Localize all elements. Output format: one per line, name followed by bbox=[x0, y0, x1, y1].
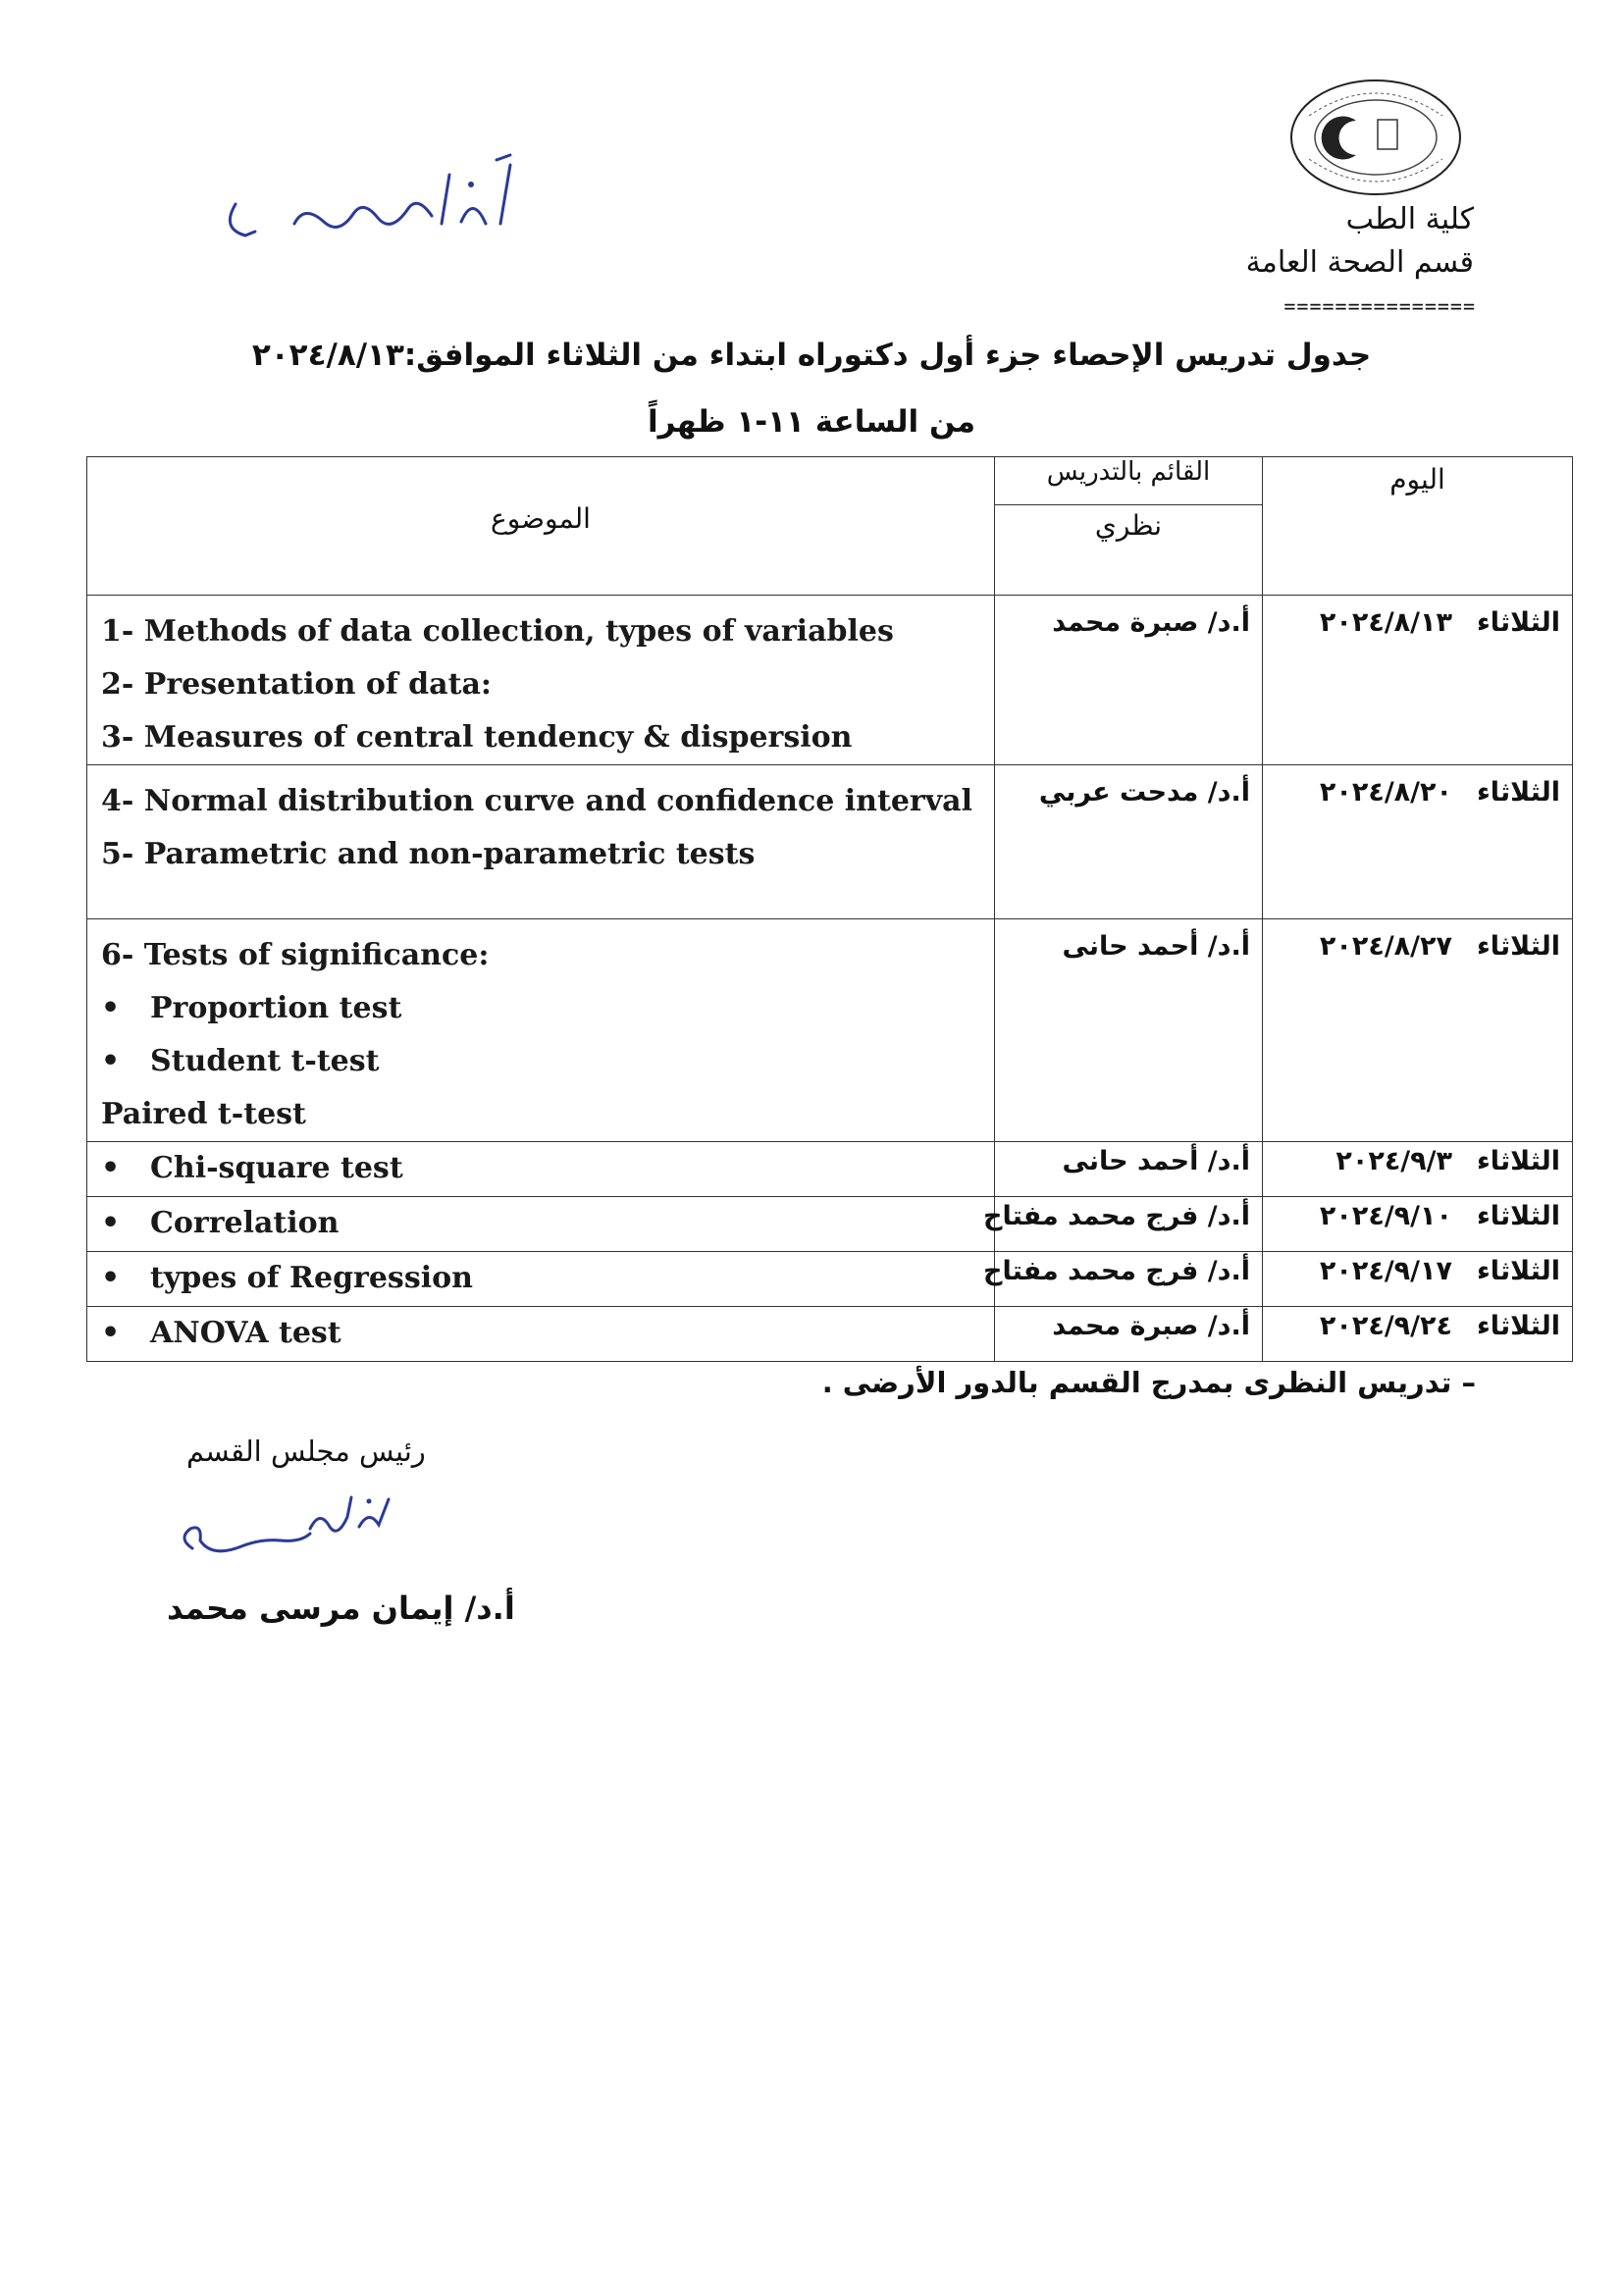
department-head-name: أ.د/ إيمان مرسى محمد bbox=[167, 1590, 515, 1627]
day-name: الثلاثاء bbox=[1477, 607, 1560, 638]
topic-line: 1- Methods of data collection, types of variables bbox=[101, 614, 894, 649]
handwritten-signature bbox=[173, 1480, 428, 1588]
topic-bullet-item: • Chi-square test bbox=[101, 1142, 980, 1195]
table-row bbox=[87, 1142, 1573, 1197]
date: ٢٠٢٤/٩/٢٤ bbox=[1319, 1311, 1452, 1341]
date: ٢٠٢٤/٩/١٠ bbox=[1319, 1201, 1452, 1231]
instructor-cell: أ.د/ أحمد حانى bbox=[995, 919, 1263, 1142]
day-cell bbox=[1263, 1252, 1573, 1307]
day-cell bbox=[1263, 596, 1573, 765]
day-name: الثلاثاء bbox=[1477, 931, 1560, 962]
topic-cell bbox=[87, 596, 995, 765]
topic-cell bbox=[87, 1307, 995, 1362]
day-name: الثلاثاء bbox=[1477, 1256, 1560, 1286]
date: ٢٠٢٤/٩/١٧ bbox=[1319, 1256, 1452, 1286]
header-divider: =============== bbox=[1283, 294, 1476, 318]
date: ٢٠٢٤/٨/٢٧ bbox=[1319, 931, 1452, 962]
instructor-cell: أ.د/ فرج محمد مفتاح bbox=[995, 1197, 1263, 1252]
topic-cell bbox=[87, 765, 995, 919]
day-cell bbox=[1263, 1142, 1573, 1197]
topic-line: 3- Measures of central tendency & dispersion bbox=[101, 720, 853, 755]
day-cell bbox=[1263, 1307, 1573, 1362]
location-note: – تدريس النظرى بمدرج القسم بالدور الأرضى . bbox=[821, 1366, 1476, 1399]
topic-bullet-item: • Student t-test bbox=[101, 1035, 980, 1088]
day-name: الثلاثاء bbox=[1477, 1311, 1560, 1341]
bullet-icon: • bbox=[101, 1316, 121, 1350]
table-row bbox=[87, 596, 1573, 765]
table-row bbox=[87, 1252, 1573, 1307]
day-name: الثلاثاء bbox=[1477, 1201, 1560, 1231]
schedule-title: جدول تدريس الإحصاء جزء أول دكتوراه ابتداء من الثلاثاء الموافق:٢٠٢٤/٨/١٣ bbox=[251, 338, 1372, 373]
topic-bullet-item: • Correlation bbox=[101, 1197, 980, 1250]
header-day: اليوم bbox=[1263, 457, 1573, 596]
table-row bbox=[87, 919, 1573, 1142]
instructor-cell: أ.د/ فرج محمد مفتاح bbox=[995, 1252, 1263, 1307]
bullet-icon: • bbox=[101, 1206, 121, 1240]
instructor-cell: أ.د/ صبرة محمد bbox=[995, 596, 1263, 765]
bullet-icon: • bbox=[101, 1261, 121, 1295]
day-name: الثلاثاء bbox=[1477, 1146, 1560, 1176]
topic-cell bbox=[87, 919, 995, 1142]
table-row bbox=[87, 1307, 1573, 1362]
topic-bullet-item: • types of Regression bbox=[101, 1252, 980, 1305]
day-name: الثلاثاء bbox=[1477, 777, 1560, 808]
topic-bullet-item: • ANOVA test bbox=[101, 1307, 980, 1360]
department-name: قسم الصحة العامة bbox=[1245, 245, 1474, 280]
schedule-table bbox=[86, 456, 1573, 1362]
topic-line: 2- Presentation of data: bbox=[101, 667, 492, 702]
department-head-title: رئيس مجلس القسم bbox=[186, 1435, 426, 1468]
schedule-time: من الساعة ١١-١ ظهراً bbox=[647, 404, 976, 440]
handwritten-note-scribble bbox=[216, 145, 550, 253]
topic-cell bbox=[87, 1197, 995, 1252]
topic-line: Paired t-test bbox=[101, 1097, 306, 1131]
faculty-name: كلية الطب bbox=[1345, 202, 1474, 236]
header-topic: الموضوع bbox=[87, 457, 995, 596]
table-header-row bbox=[87, 457, 1573, 505]
topic-cell bbox=[87, 1252, 995, 1307]
date: ٢٠٢٤/٨/٢٠ bbox=[1319, 777, 1452, 808]
topic-bullet-item: • Proportion test bbox=[101, 982, 980, 1035]
topic-line: 4- Normal distribution curve and confidence interval bbox=[101, 784, 972, 818]
table-row bbox=[87, 765, 1573, 919]
instructor-cell: أ.د/ مدحت عربي bbox=[995, 765, 1263, 919]
bullet-icon: • bbox=[101, 1151, 121, 1185]
instructor-cell: أ.د/ صبرة محمد bbox=[995, 1307, 1263, 1362]
bullet-icon: • bbox=[101, 1044, 121, 1078]
table-row bbox=[87, 1197, 1573, 1252]
topic-cell bbox=[87, 1142, 995, 1197]
faculty-seal-logo bbox=[1287, 77, 1464, 198]
topic-line: 6- Tests of significance: bbox=[101, 938, 490, 972]
day-cell bbox=[1263, 1197, 1573, 1252]
instructor-cell: أ.د/ أحمد حانى bbox=[995, 1142, 1263, 1197]
topic-line: 5- Parametric and non-parametric tests bbox=[101, 837, 756, 871]
header-instructor: القائم بالتدريس bbox=[995, 457, 1263, 505]
date: ٢٠٢٤/٨/١٣ bbox=[1319, 607, 1452, 638]
date: ٢٠٢٤/٩/٣ bbox=[1335, 1146, 1452, 1176]
header-instructor-sub: نظري bbox=[995, 505, 1263, 596]
day-cell bbox=[1263, 765, 1573, 919]
bullet-icon: • bbox=[101, 991, 121, 1025]
day-cell bbox=[1263, 919, 1573, 1142]
